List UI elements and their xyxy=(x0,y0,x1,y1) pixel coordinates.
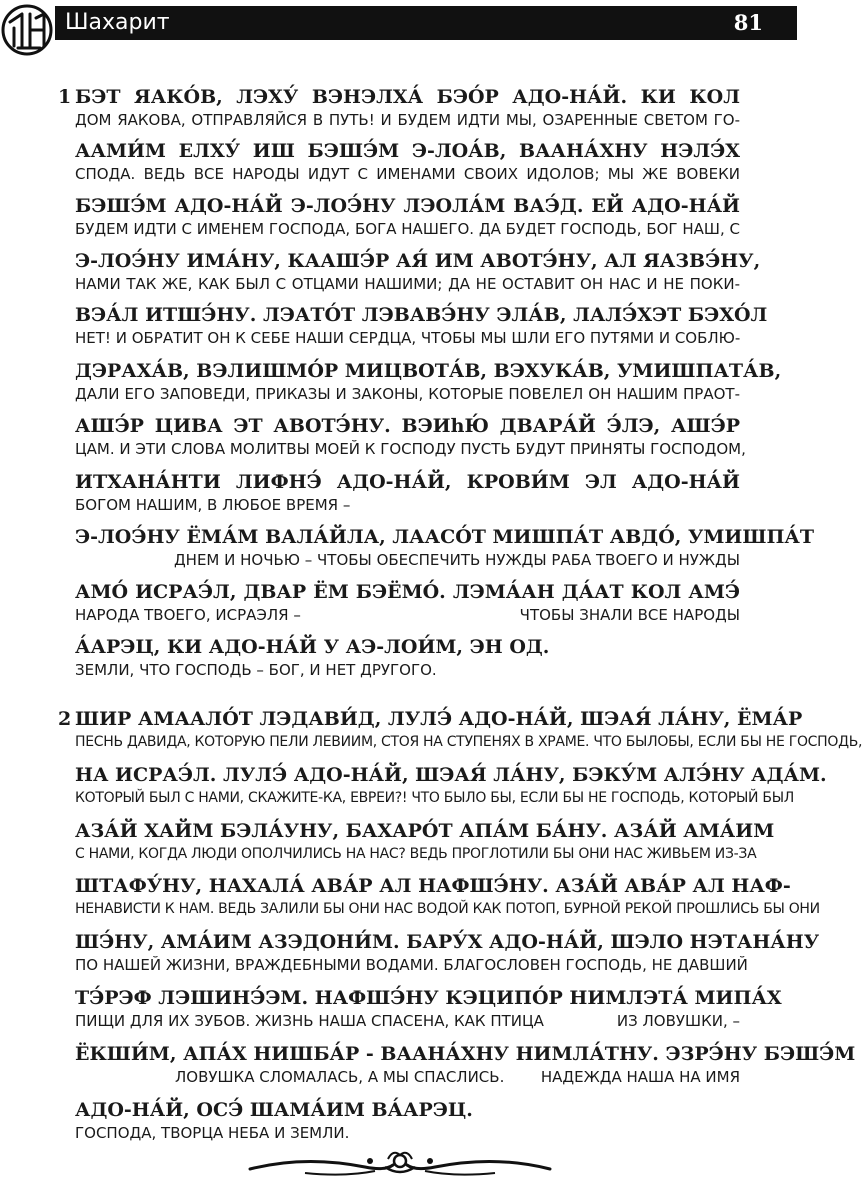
translation-left: НАРОДА ТВОЕГО, ИСРАЭЛЯ – xyxy=(75,606,301,624)
transliteration: ААМИ́М ЕЛХУ́ ИШ БЭШЭ́М Э-ЛОА́В, ВААНА́ХНУ НЭЛЭ́Х xyxy=(75,140,740,162)
translation: ДАЛИ ЕГО ЗАПОВЕДИ, ПРИКАЗЫ И ЗАКОНЫ, КОТОРЫЕ ПОВЕЛЕЛ ОН НАШИМ ПРАОТ- xyxy=(75,385,740,403)
chapter-title: Шахарит xyxy=(65,10,170,35)
translation-right: НАДЕЖДА НАША НА ИМЯ xyxy=(540,1068,740,1086)
translation-left: ПЕСНЬ ДАВИДА, КОТОРУЮ ПЕЛИ ЛЕВИИМ, СТОЯ НА СТУПЕНЯХ В ХРАМЕ. ЧТО БЫЛО xyxy=(75,734,669,750)
transliteration: ЁКШИ́М, АПА́Х НИШБА́Р - ВААНА́ХНУ НИМЛА́ТНУ. ЭЗРЭ́НУ БЭШЭ́М xyxy=(75,1043,856,1065)
ornament-divider-icon xyxy=(245,1147,555,1181)
text-line-5 xyxy=(75,302,768,348)
translation xyxy=(75,1067,740,1087)
translation: ПО НАШЕЙ ЖИЗНИ, ВРАЖДЕБНЫМИ ВОДАМИ. БЛАГОСЛОВЕН ГОСПОДЬ, НЕ ДАВШИЙ xyxy=(75,956,748,974)
text-line-12 xyxy=(75,706,862,752)
translation: СПОДА. ВЕДЬ ВСЕ НАРОДЫ ИДУТ С ИМЕНАМИ СВОИХ ИДОЛОВ; МЫ ЖЕ ВОВЕКИ xyxy=(75,165,740,183)
translation-right: БЫ, ЕСЛИ БЫ НЕ ГОСПОДЬ, xyxy=(668,734,862,750)
translation-text: ДНЕМ И НОЧЬЮ – ЧТОБЫ ОБЕСПЕЧИТЬ НУЖДЫ РАБА ТВОЕГО И НУЖДЫ xyxy=(173,551,740,569)
translation: НЕТ! И ОБРАТИТ ОН К СЕБЕ НАШИ СЕРДЦА, ЧТОБЫ МЫ ШЛИ ЕГО ПУТЯМИ И СОБЛЮ- xyxy=(75,329,741,347)
transliteration: ШТАФУ́НУ, НАХАЛА́ АВА́Р АЛ НАФШЭ́НУ. АЗА́Й АВА́Р АЛ НАФ- xyxy=(75,875,791,897)
transliteration: ТЭ́РЭФ ЛЭШИНЭ́ЭМ. НАФШЭ́НУ КЭЦИПО́Р НИМЛЭТА́ МИПА́Х xyxy=(75,987,782,1009)
text-line-16 xyxy=(75,929,820,975)
transliteration: АДО-НА́Й, ОСЭ́ ШАМА́ИМ ВА́АРЭЦ. xyxy=(75,1099,473,1121)
translation: ЗЕМЛИ, ЧТО ГОСПОДЬ – БОГ, И НЕТ ДРУГОГО. xyxy=(75,661,437,679)
translation xyxy=(75,605,740,625)
page-number: 81 xyxy=(733,10,763,35)
transliteration: Э-ЛОЭ́НУ ИМА́НУ, КААШЭ́Р АЯ́ ИМ АВОТЭ́НУ, АЛ ЯАЗВЭ́НУ, xyxy=(75,250,761,272)
text-line-3 xyxy=(75,193,740,239)
text-line-9 xyxy=(75,524,815,570)
transliteration: АШЭ́Р ЦИВА ЭТ АВОТЭ́НУ. ВЭИһЮ́ ДВАРА́Й Э́ЛЭ, АШЭ́Р xyxy=(75,415,740,437)
page-header xyxy=(0,0,800,52)
transliteration: А́АРЭЦ, КИ АДО-НА́Й У АЭ-ЛОИ́М, ЭН ОД. xyxy=(75,636,550,658)
transliteration: ШИР АМААЛО́Т ЛЭДАВИ́Д, ЛУЛЭ́ АДО-НА́Й, ШЭАЯ́ ЛА́НУ, ЁМА́Р xyxy=(75,708,803,730)
text-line-11 xyxy=(75,634,740,680)
section-number: 2 xyxy=(58,708,72,730)
emblem-icon xyxy=(0,0,58,62)
text-line-15 xyxy=(75,873,820,919)
translation: КОТОРЫЙ БЫЛ С НАМИ, СКАЖИТЕ-КА, ЕВРЕИ?! ЧТО БЫЛО БЫ, ЕСЛИ БЫ НЕ ГОСПОДЬ, КОТОРЫЙ БЫЛ xyxy=(75,790,794,806)
translation-left: ЛОВУШКА СЛОМАЛАСЬ, А МЫ СПАСЛИСЬ. xyxy=(175,1068,505,1086)
text-line-4 xyxy=(75,248,761,294)
text-line-18 xyxy=(75,1041,856,1087)
translation: ГОСПОДА, ТВОРЦА НЕБА И ЗЕМЛИ. xyxy=(75,1124,350,1142)
translation-right: ИЗ ЛОВУШКИ, – xyxy=(616,1012,740,1030)
text-line-8 xyxy=(75,469,740,515)
translation-left: ПИЩИ ДЛЯ ИХ ЗУБОВ. ЖИЗНЬ НАША СПАСЕНА, КАК ПТИЦА xyxy=(75,1012,544,1030)
translation: НАМИ ТАК ЖЕ, КАК БЫЛ С ОТЦАМИ НАШИМИ; ДА НЕ ОСТАВИТ ОН НАС И НЕ ПОКИ- xyxy=(75,275,740,293)
text-line-14 xyxy=(75,818,775,864)
text-line-17 xyxy=(75,985,782,1031)
transliteration: Э-ЛОЭ́НУ ЁМА́М ВАЛА́ЙЛА, ЛААСО́Т МИШПА́Т АВДО́, УМИШПА́Т xyxy=(75,526,815,548)
text-line-7 xyxy=(75,413,746,459)
text-line-13 xyxy=(75,762,827,808)
text-line-2 xyxy=(75,138,740,184)
text-line-19 xyxy=(75,1097,740,1143)
transliteration: АЗА́Й ХАЙМ БЭЛА́УНУ, БАХАРО́Т АПА́М БА́НУ. АЗА́Й АМА́ИМ xyxy=(75,820,775,842)
transliteration: БЭТ ЯАКО́В, ЛЭХУ́ ВЭНЭЛХА́ БЭО́Р АДО-НА́Й. КИ КОЛ xyxy=(75,86,740,108)
translation: БОГОМ НАШИМ, В ЛЮБОЕ ВРЕМЯ – xyxy=(75,496,351,514)
translation: ДОМ ЯАКОВА, ОТПРАВЛЯЙСЯ В ПУТЬ! И БУДЕМ ИДТИ МЫ, ОЗАРЕННЫЕ СВЕТОМ ГО- xyxy=(75,111,740,129)
section-number: 1 xyxy=(58,86,72,108)
text-line-6 xyxy=(75,358,782,404)
transliteration: ДЭРАХА́В, ВЭЛИШМО́Р МИЦВОТА́В, ВЭХУКА́В, УМИШПАТА́В, xyxy=(75,360,782,382)
transliteration: БЭШЭ́М АДО-НА́Й Э-ЛОЭ́НУ ЛЭОЛА́М ВАЭ́Д. ЕЙ АДО-НА́Й xyxy=(75,195,740,217)
translation xyxy=(75,550,740,570)
transliteration: ИТХАНА́НТИ ЛИФНЭ́ АДО-НА́Й, КРОВИ́М ЭЛ АДО-НА́Й xyxy=(75,471,740,493)
translation: НЕНАВИСТИ К НАМ. ВЕДЬ ЗАЛИЛИ БЫ ОНИ НАС ВОДОЙ КАК ПОТОП, БУРНОЙ РЕКОЙ ПРОШЛИСЬ БЫ ОНИ xyxy=(75,901,820,917)
transliteration: ВЭА́Л ИТШЭ́НУ. ЛЭАТО́Т ЛЭВАВЭ́НУ ЭЛА́В, ЛАЛЭ́ХЭТ БЭХО́Л xyxy=(75,304,768,326)
transliteration: ШЭ́НУ, АМА́ИМ АЗЭДОНИ́М. БАРУ́Х АДО-НА́Й, ШЭЛО НЭТАНА́НУ xyxy=(75,931,820,953)
header-bar xyxy=(55,6,797,40)
transliteration: АМО́ ИСРАЭ́Л, ДВАР ЁМ БЭЁМО́. ЛЭМА́АН ДА́АТ КОЛ АМЭ́ xyxy=(75,581,740,603)
translation xyxy=(75,732,862,752)
translation: БУДЕМ ИДТИ С ИМЕНЕМ ГОСПОДА, БОГА НАШЕГО. ДА БУДЕТ ГОСПОДЬ, БОГ НАШ, С xyxy=(75,220,740,238)
translation: С НАМИ, КОГДА ЛЮДИ ОПОЛЧИЛИСЬ НА НАС? ВЕДЬ ПРОГЛОТИЛИ БЫ ОНИ НАС ЖИВЬЕМ ИЗ-ЗА xyxy=(75,846,757,862)
translation xyxy=(75,1011,740,1031)
text-line-10 xyxy=(75,579,740,625)
text-line-1 xyxy=(75,84,740,130)
translation: ЦАМ. И ЭТИ СЛОВА МОЛИТВЫ МОЕЙ К ГОСПОДУ ПУСТЬ БУДУТ ПРИНЯТЫ ГОСПОДОМ, xyxy=(75,440,746,458)
transliteration: НА ИСРАЭ́Л. ЛУЛЭ́ АДО-НА́Й, ШЭАЯ́ ЛА́НУ, БЭКУ́М АЛЭ́НУ АДА́М. xyxy=(75,764,827,786)
translation-right: ЧТОБЫ ЗНАЛИ ВСЕ НАРОДЫ xyxy=(519,606,740,624)
